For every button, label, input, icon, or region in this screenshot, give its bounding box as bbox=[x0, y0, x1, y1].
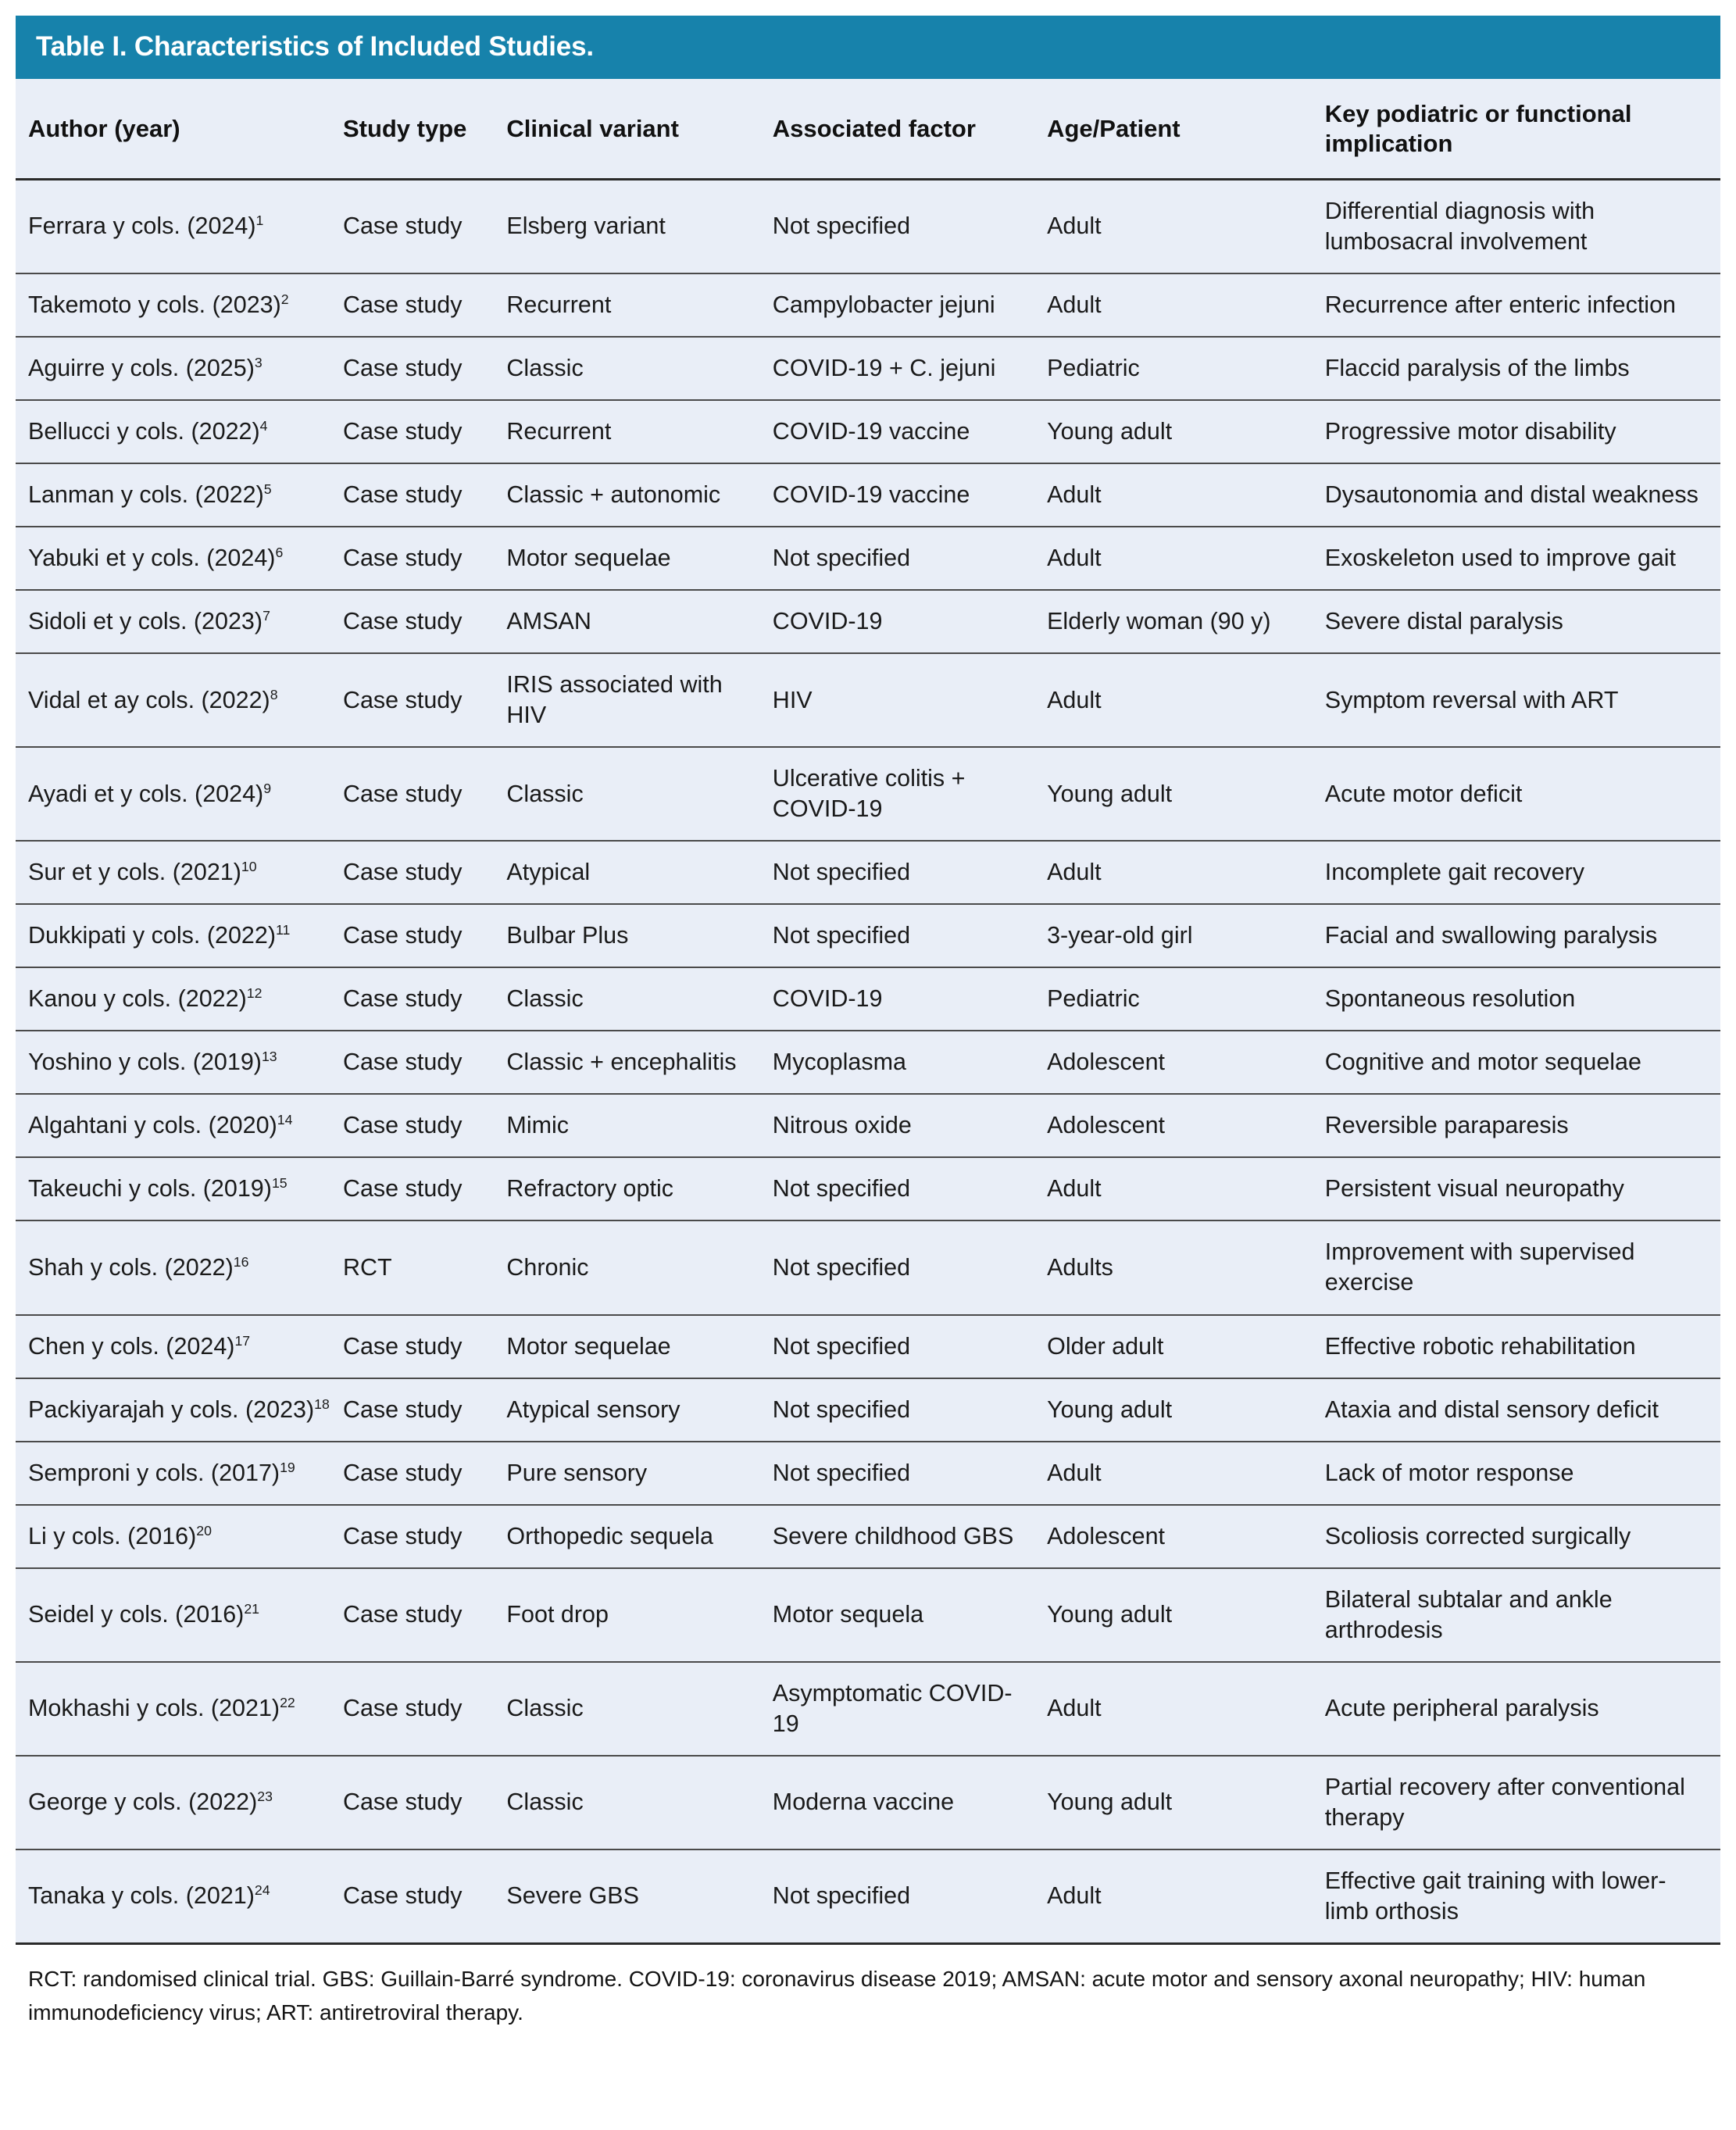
author-name: George y cols. (2022) bbox=[28, 1789, 258, 1816]
associated-factor-cell: Not specified bbox=[773, 1849, 1047, 1944]
author-name: Semproni y cols. (2017) bbox=[28, 1459, 280, 1486]
citation-ref: 9 bbox=[263, 780, 272, 796]
author-name: Takeuchi y cols. (2019) bbox=[28, 1175, 272, 1203]
author-cell bbox=[16, 273, 343, 337]
author-cell bbox=[16, 1849, 343, 1944]
table-row bbox=[16, 1568, 1720, 1662]
table-body bbox=[16, 179, 1720, 1943]
clinical-variant-cell: Elsberg variant bbox=[506, 179, 772, 273]
implication-cell: Differential diagnosis with lumbosacral involvement bbox=[1325, 179, 1720, 273]
author-cell bbox=[16, 179, 343, 273]
clinical-variant-cell: Classic bbox=[506, 747, 772, 841]
citation-ref: 24 bbox=[254, 1882, 270, 1899]
implication-cell: Effective robotic rehabilitation bbox=[1325, 1315, 1720, 1378]
study-type-cell: Case study bbox=[343, 1662, 506, 1756]
age-patient-cell: 3-year-old girl bbox=[1047, 904, 1325, 967]
clinical-variant-cell: Classic + encephalitis bbox=[506, 1031, 772, 1094]
age-patient-cell: Young adult bbox=[1047, 1378, 1325, 1442]
author-name: Algahtani y cols. (2020) bbox=[28, 1112, 277, 1139]
implication-cell: Lack of motor response bbox=[1325, 1442, 1720, 1505]
associated-factor-cell: Not specified bbox=[773, 1157, 1047, 1220]
author-cell bbox=[16, 400, 343, 463]
study-type-cell: Case study bbox=[343, 273, 506, 337]
study-type-cell: Case study bbox=[343, 904, 506, 967]
age-patient-cell: Adult bbox=[1047, 1442, 1325, 1505]
author-name: Shah y cols. (2022) bbox=[28, 1253, 234, 1281]
study-type-cell: Case study bbox=[343, 527, 506, 590]
author-cell bbox=[16, 653, 343, 747]
clinical-variant-cell: Classic bbox=[506, 967, 772, 1031]
study-type-cell: Case study bbox=[343, 653, 506, 747]
table-title: Table I. Characteristics of Included Studies. bbox=[36, 31, 594, 62]
study-type-cell: RCT bbox=[343, 1220, 506, 1314]
column-header-clinical-variant: Clinical variant bbox=[506, 79, 772, 179]
age-patient-cell: Adults bbox=[1047, 1220, 1325, 1314]
table-row bbox=[16, 1442, 1720, 1505]
clinical-variant-cell: IRIS associated with HIV bbox=[506, 653, 772, 747]
age-patient-cell: Young adult bbox=[1047, 1568, 1325, 1662]
author-cell bbox=[16, 1220, 343, 1314]
author-name: Ferrara y cols. (2024) bbox=[28, 213, 256, 240]
implication-cell: Recurrence after enteric infection bbox=[1325, 273, 1720, 337]
study-type-cell: Case study bbox=[343, 1505, 506, 1568]
age-patient-cell: Adolescent bbox=[1047, 1505, 1325, 1568]
study-type-cell: Case study bbox=[343, 841, 506, 904]
age-patient-cell: Adult bbox=[1047, 653, 1325, 747]
associated-factor-cell: HIV bbox=[773, 653, 1047, 747]
author-cell bbox=[16, 1157, 343, 1220]
author-name: Yoshino y cols. (2019) bbox=[28, 1049, 262, 1076]
clinical-variant-cell: Severe GBS bbox=[506, 1849, 772, 1944]
implication-cell: Scoliosis corrected surgically bbox=[1325, 1505, 1720, 1568]
implication-cell: Acute peripheral paralysis bbox=[1325, 1662, 1720, 1756]
table-row bbox=[16, 747, 1720, 841]
author-cell bbox=[16, 1378, 343, 1442]
implication-cell: Spontaneous resolution bbox=[1325, 967, 1720, 1031]
citation-ref: 8 bbox=[270, 686, 278, 702]
author-name: Li y cols. (2016) bbox=[28, 1522, 197, 1549]
age-patient-cell: Pediatric bbox=[1047, 967, 1325, 1031]
study-type-cell: Case study bbox=[343, 337, 506, 400]
associated-factor-cell: Not specified bbox=[773, 841, 1047, 904]
implication-cell: Acute motor deficit bbox=[1325, 747, 1720, 841]
table-row bbox=[16, 1505, 1720, 1568]
citation-ref: 23 bbox=[257, 1789, 273, 1805]
header-row bbox=[16, 79, 1720, 179]
implication-cell: Flaccid paralysis of the limbs bbox=[1325, 337, 1720, 400]
associated-factor-cell: Not specified bbox=[773, 527, 1047, 590]
author-cell bbox=[16, 1505, 343, 1568]
study-type-cell: Case study bbox=[343, 400, 506, 463]
author-cell bbox=[16, 1031, 343, 1094]
associated-factor-cell: Not specified bbox=[773, 1220, 1047, 1314]
study-type-cell: Case study bbox=[343, 590, 506, 653]
author-cell bbox=[16, 590, 343, 653]
table-row bbox=[16, 967, 1720, 1031]
clinical-variant-cell: Motor sequelae bbox=[506, 527, 772, 590]
clinical-variant-cell: Recurrent bbox=[506, 273, 772, 337]
age-patient-cell: Older adult bbox=[1047, 1315, 1325, 1378]
author-cell bbox=[16, 1315, 343, 1378]
age-patient-cell: Adult bbox=[1047, 179, 1325, 273]
table-header bbox=[16, 79, 1720, 179]
table-row bbox=[16, 1315, 1720, 1378]
author-cell bbox=[16, 1756, 343, 1849]
clinical-variant-cell: Foot drop bbox=[506, 1568, 772, 1662]
author-name: Takemoto y cols. (2023) bbox=[28, 291, 281, 318]
associated-factor-cell: Not specified bbox=[773, 179, 1047, 273]
associated-factor-cell: Motor sequela bbox=[773, 1568, 1047, 1662]
author-cell bbox=[16, 527, 343, 590]
implication-cell: Cognitive and motor sequelae bbox=[1325, 1031, 1720, 1094]
clinical-variant-cell: Bulbar Plus bbox=[506, 904, 772, 967]
study-type-cell: Case study bbox=[343, 1315, 506, 1378]
table-row bbox=[16, 1756, 1720, 1849]
author-name: Yabuki et y cols. (2024) bbox=[28, 545, 276, 572]
associated-factor-cell: COVID-19 + C. jejuni bbox=[773, 337, 1047, 400]
associated-factor-cell: Not specified bbox=[773, 904, 1047, 967]
citation-ref: 3 bbox=[254, 354, 263, 370]
table-row bbox=[16, 904, 1720, 967]
clinical-variant-cell: Motor sequelae bbox=[506, 1315, 772, 1378]
table-title-bar bbox=[16, 16, 1720, 79]
table-row bbox=[16, 463, 1720, 527]
clinical-variant-cell: Refractory optic bbox=[506, 1157, 772, 1220]
clinical-variant-cell: Chronic bbox=[506, 1220, 772, 1314]
table-row bbox=[16, 1094, 1720, 1157]
study-type-cell: Case study bbox=[343, 747, 506, 841]
author-name: Sidoli et y cols. (2023) bbox=[28, 608, 263, 635]
citation-ref: 1 bbox=[255, 213, 264, 229]
implication-cell: Exoskeleton used to improve gait bbox=[1325, 527, 1720, 590]
implication-cell: Dysautonomia and distal weakness bbox=[1325, 463, 1720, 527]
column-header-implication: Key podiatric or functional implication bbox=[1325, 79, 1720, 179]
age-patient-cell: Young adult bbox=[1047, 1756, 1325, 1849]
table-row bbox=[16, 1031, 1720, 1094]
author-name: Ayadi et y cols. (2024) bbox=[28, 780, 264, 807]
author-cell bbox=[16, 904, 343, 967]
associated-factor-cell: Campylobacter jejuni bbox=[773, 273, 1047, 337]
table-row bbox=[16, 1157, 1720, 1220]
age-patient-cell: Adolescent bbox=[1047, 1031, 1325, 1094]
associated-factor-cell: Mycoplasma bbox=[773, 1031, 1047, 1094]
author-cell bbox=[16, 1094, 343, 1157]
implication-cell: Progressive motor disability bbox=[1325, 400, 1720, 463]
column-header-age-patient: Age/Patient bbox=[1047, 79, 1325, 179]
table-row bbox=[16, 1378, 1720, 1442]
author-cell bbox=[16, 1662, 343, 1756]
study-type-cell: Case study bbox=[343, 1031, 506, 1094]
associated-factor-cell: COVID-19 bbox=[773, 967, 1047, 1031]
author-name: Lanman y cols. (2022) bbox=[28, 481, 264, 509]
age-patient-cell: Elderly woman (90 y) bbox=[1047, 590, 1325, 653]
study-type-cell: Case study bbox=[343, 1378, 506, 1442]
author-name: Vidal et ay cols. (2022) bbox=[28, 686, 270, 713]
table-row bbox=[16, 179, 1720, 273]
age-patient-cell: Pediatric bbox=[1047, 337, 1325, 400]
table-row bbox=[16, 841, 1720, 904]
author-cell bbox=[16, 463, 343, 527]
implication-cell: Symptom reversal with ART bbox=[1325, 653, 1720, 747]
study-type-cell: Case study bbox=[343, 1442, 506, 1505]
clinical-variant-cell: Classic bbox=[506, 337, 772, 400]
citation-ref: 4 bbox=[259, 417, 268, 434]
associated-factor-cell: Severe childhood GBS bbox=[773, 1505, 1047, 1568]
associated-factor-cell: Not specified bbox=[773, 1378, 1047, 1442]
citation-ref: 2 bbox=[280, 291, 289, 307]
citation-ref: 13 bbox=[261, 1049, 277, 1065]
age-patient-cell: Adolescent bbox=[1047, 1094, 1325, 1157]
citation-ref: 17 bbox=[234, 1332, 251, 1349]
associated-factor-cell: COVID-19 vaccine bbox=[773, 400, 1047, 463]
clinical-variant-cell: Classic bbox=[506, 1756, 772, 1849]
table-row bbox=[16, 337, 1720, 400]
clinical-variant-cell: Recurrent bbox=[506, 400, 772, 463]
study-type-cell: Case study bbox=[343, 1849, 506, 1944]
citation-ref: 19 bbox=[280, 1459, 295, 1475]
study-type-cell: Case study bbox=[343, 463, 506, 527]
studies-table bbox=[16, 79, 1720, 1945]
implication-cell: Effective gait training with lower-limb orthosis bbox=[1325, 1849, 1720, 1944]
associated-factor-cell: COVID-19 vaccine bbox=[773, 463, 1047, 527]
age-patient-cell: Adult bbox=[1047, 527, 1325, 590]
implication-cell: Reversible paraparesis bbox=[1325, 1094, 1720, 1157]
author-name: Bellucci y cols. (2022) bbox=[28, 418, 260, 445]
associated-factor-cell: Nitrous oxide bbox=[773, 1094, 1047, 1157]
column-header-study-type: Study type bbox=[343, 79, 506, 179]
author-cell bbox=[16, 1442, 343, 1505]
study-type-cell: Case study bbox=[343, 179, 506, 273]
associated-factor-cell: Not specified bbox=[773, 1442, 1047, 1505]
clinical-variant-cell: Atypical bbox=[506, 841, 772, 904]
clinical-variant-cell: AMSAN bbox=[506, 590, 772, 653]
clinical-variant-cell: Pure sensory bbox=[506, 1442, 772, 1505]
author-cell bbox=[16, 841, 343, 904]
author-cell bbox=[16, 337, 343, 400]
table-row bbox=[16, 400, 1720, 463]
table-row bbox=[16, 1849, 1720, 1944]
associated-factor-cell: Not specified bbox=[773, 1315, 1047, 1378]
table-row bbox=[16, 653, 1720, 747]
age-patient-cell: Adult bbox=[1047, 273, 1325, 337]
author-name: Tanaka y cols. (2021) bbox=[28, 1882, 255, 1910]
study-type-cell: Case study bbox=[343, 1568, 506, 1662]
implication-cell: Bilateral subtalar and ankle arthrodesis bbox=[1325, 1568, 1720, 1662]
implication-cell: Ataxia and distal sensory deficit bbox=[1325, 1378, 1720, 1442]
associated-factor-cell: Ulcerative colitis + COVID-19 bbox=[773, 747, 1047, 841]
implication-cell: Persistent visual neuropathy bbox=[1325, 1157, 1720, 1220]
citation-ref: 12 bbox=[246, 985, 263, 1002]
author-name: Chen y cols. (2024) bbox=[28, 1332, 235, 1360]
associated-factor-cell: Asymptomatic COVID-19 bbox=[773, 1662, 1047, 1756]
author-cell bbox=[16, 747, 343, 841]
citation-ref: 16 bbox=[233, 1253, 249, 1270]
age-patient-cell: Adult bbox=[1047, 463, 1325, 527]
citation-ref: 21 bbox=[244, 1600, 260, 1617]
study-type-cell: Case study bbox=[343, 967, 506, 1031]
age-patient-cell: Young adult bbox=[1047, 747, 1325, 841]
associated-factor-cell: COVID-19 bbox=[773, 590, 1047, 653]
footnote: RCT: randomised clinical trial. GBS: Guillain-Barré syndrome. COVID-19: coronavirus disease 2019; AMSAN: acute motor and sensory axonal neuropathy; HIV: human immunodeficiency virus; ART: antiretroviral therapy. bbox=[16, 1945, 1720, 2050]
implication-cell: Facial and swallowing paralysis bbox=[1325, 904, 1720, 967]
age-patient-cell: Adult bbox=[1047, 1662, 1325, 1756]
author-name: Aguirre y cols. (2025) bbox=[28, 354, 255, 381]
table-row bbox=[16, 1220, 1720, 1314]
citation-ref: 6 bbox=[275, 544, 284, 560]
table-row bbox=[16, 1662, 1720, 1756]
clinical-variant-cell: Orthopedic sequela bbox=[506, 1505, 772, 1568]
implication-cell: Severe distal paralysis bbox=[1325, 590, 1720, 653]
clinical-variant-cell: Atypical sensory bbox=[506, 1378, 772, 1442]
citation-ref: 10 bbox=[241, 859, 257, 875]
table-row bbox=[16, 273, 1720, 337]
age-patient-cell: Young adult bbox=[1047, 400, 1325, 463]
author-cell bbox=[16, 1568, 343, 1662]
clinical-variant-cell: Mimic bbox=[506, 1094, 772, 1157]
citation-ref: 18 bbox=[314, 1396, 330, 1412]
citation-ref: 5 bbox=[263, 481, 272, 497]
age-patient-cell: Adult bbox=[1047, 1157, 1325, 1220]
column-header-author: Author (year) bbox=[16, 79, 343, 179]
table-row bbox=[16, 527, 1720, 590]
table-row bbox=[16, 590, 1720, 653]
clinical-variant-cell: Classic bbox=[506, 1662, 772, 1756]
implication-cell: Incomplete gait recovery bbox=[1325, 841, 1720, 904]
citation-ref: 22 bbox=[280, 1695, 295, 1711]
citation-ref: 11 bbox=[276, 922, 291, 938]
study-type-cell: Case study bbox=[343, 1756, 506, 1849]
implication-cell: Improvement with supervised exercise bbox=[1325, 1220, 1720, 1314]
implication-cell: Partial recovery after conventional therapy bbox=[1325, 1756, 1720, 1849]
study-type-cell: Case study bbox=[343, 1157, 506, 1220]
age-patient-cell: Adult bbox=[1047, 1849, 1325, 1944]
associated-factor-cell: Moderna vaccine bbox=[773, 1756, 1047, 1849]
author-name: Seidel y cols. (2016) bbox=[28, 1601, 245, 1628]
author-name: Sur et y cols. (2021) bbox=[28, 859, 241, 886]
citation-ref: 15 bbox=[271, 1175, 288, 1192]
author-cell bbox=[16, 967, 343, 1031]
clinical-variant-cell: Classic + autonomic bbox=[506, 463, 772, 527]
author-name: Packiyarajah y cols. (2023) bbox=[28, 1396, 315, 1423]
author-name: Dukkipati y cols. (2022) bbox=[28, 922, 276, 949]
citation-ref: 20 bbox=[196, 1522, 212, 1539]
column-header-associated-factor: Associated factor bbox=[773, 79, 1047, 179]
age-patient-cell: Adult bbox=[1047, 841, 1325, 904]
study-type-cell: Case study bbox=[343, 1094, 506, 1157]
citation-ref: 14 bbox=[277, 1112, 293, 1128]
citation-ref: 7 bbox=[263, 607, 270, 624]
author-name: Kanou y cols. (2022) bbox=[28, 985, 247, 1013]
author-name: Mokhashi y cols. (2021) bbox=[28, 1695, 280, 1722]
